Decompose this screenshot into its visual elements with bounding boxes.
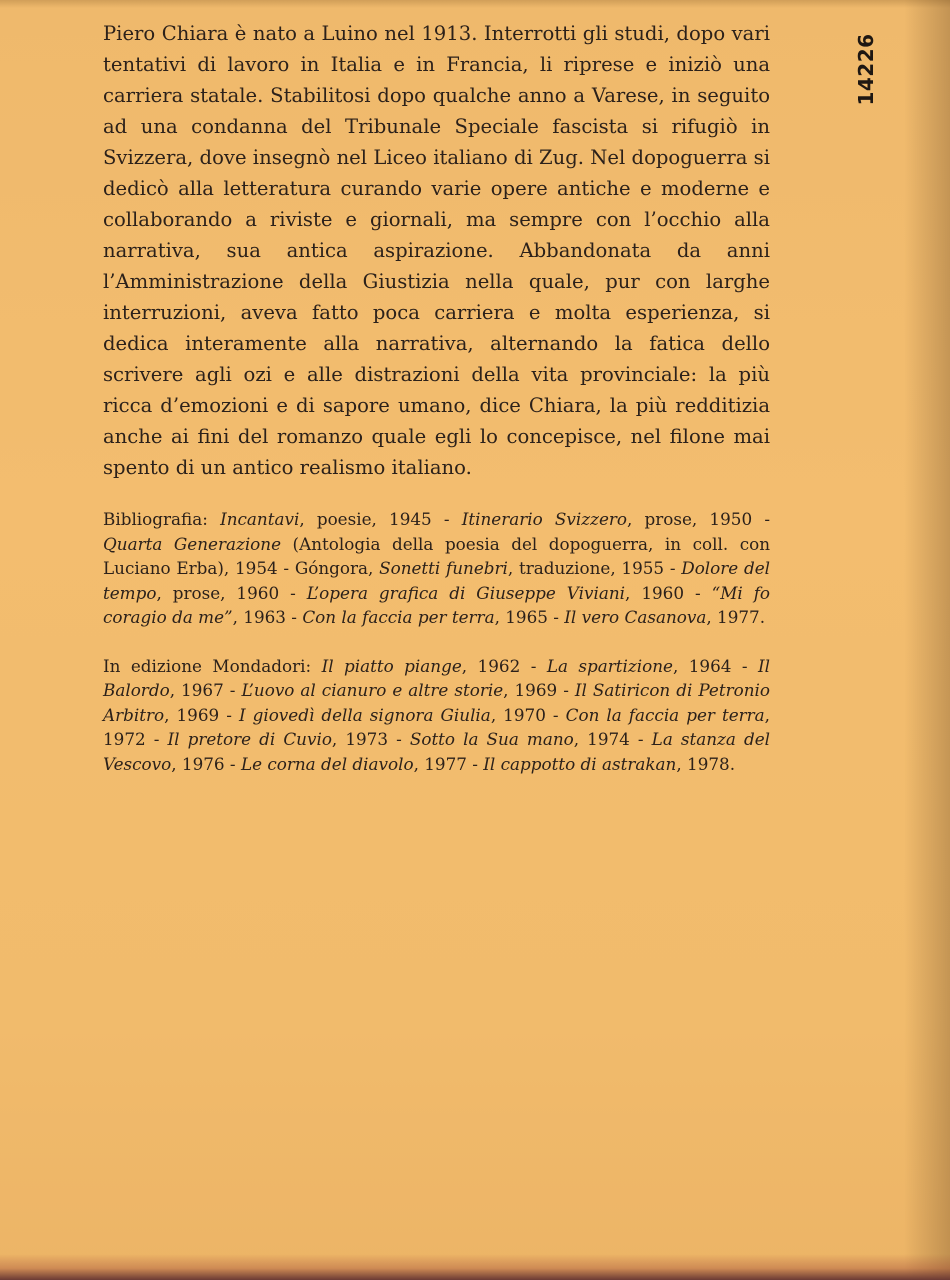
work-title: L’opera grafica di Giuseppe Viviani: [306, 582, 626, 603]
work-title: Le corna del diavolo: [240, 753, 414, 774]
work-title: Incantavi: [220, 509, 300, 529]
cover-text-block: [103, 18, 770, 776]
work-details: , 1974 -: [573, 729, 652, 749]
work-title: I giovedì della signora Giulia: [238, 704, 491, 725]
work-title: La stanza del Vescovo: [103, 729, 771, 774]
work-title: Il pretore di Cuvio: [167, 729, 332, 749]
work-title: Con la faccia per terra: [302, 607, 495, 627]
work-title: Il piatto piange: [321, 655, 462, 676]
work-details: , 1962 -: [461, 655, 547, 676]
work-details: , prose, 1950 -: [627, 509, 770, 529]
mondadori-editions-paragraph: [103, 654, 770, 777]
work-details: , 1973 -: [331, 729, 410, 749]
author-biography: Piero Chiara è nato a Luino nel 1913. Interrotti gli studi, dopo vari tentativi di lavoro in Italia e in Francia, li riprese e iniziò una carriera statale. Stabilitosi dopo qualche anno a Varese, in seguito ad una condanna del Tribunale Speciale fascista si rifugiò in Svizzera, dove insegnò nel Liceo italiano di Zug. Nel dopoguerra si dedicò alla letteratura curando varie opere antiche e moderne e collaborando a riviste e giornali, ma sempre con l’occhio alla narrativa, sua antica aspirazione. Abbandonata da anni l’Amministrazione della Giustizia nella quale, pur con larghe interruzioni, aveva fatto poca carriera e molta esperienza, si dedica interamente alla narrativa, alternando la fatica dello scrivere agli ozi e alle distrazioni della vita provinciale: la più ricca d’emozioni e di sapore umano, dice Chiara, la più redditizia anche ai fini del romanzo quale egli lo concepisce, nel filone mai spento di un antico realismo italiano.: [103, 22, 770, 479]
work-details: , prose, 1960 -: [156, 582, 307, 603]
work-title: Con la faccia per terra: [565, 704, 765, 725]
work-details: , 1977.: [706, 607, 766, 627]
work-title: Dolore del tempo: [103, 558, 771, 603]
work-details: , 1978.: [676, 753, 736, 774]
work-title: Il Balordo: [103, 655, 771, 700]
work-title: Quarta Generazione: [103, 533, 282, 554]
work-details: , poesie, 1945 -: [299, 509, 462, 529]
cover-bottom-edge: [0, 1254, 950, 1280]
catalog-number: 14226: [853, 33, 878, 106]
work-details: , traduzione, 1955 -: [507, 558, 682, 578]
work-details: , 1964 -: [672, 655, 759, 676]
work-details: , 1970 -: [490, 704, 566, 725]
work-details: , 1977 -: [413, 753, 484, 774]
work-title: Sonetti funebri: [379, 558, 508, 578]
work-title: Il cappotto di astrakan: [483, 753, 677, 774]
work-details: , 1969 -: [164, 704, 239, 725]
work-title: Itinerario Svizzero: [461, 509, 628, 529]
work-title: Il vero Casanova: [564, 607, 707, 627]
work-title: L’uovo al cianuro e altre storie: [241, 680, 504, 700]
work-title: Il Satiricon di Petronio Arbitro: [103, 680, 771, 725]
cover-top-edge: [0, 0, 950, 8]
mondadori-intro: In edizione Mondadori:: [103, 655, 312, 676]
work-details: (Antologia della poesia del dopoguerra, in coll. con Luciano Erba), 1954 - Góngora,: [103, 533, 771, 578]
work-title: Sotto la Sua mano: [409, 729, 574, 749]
work-details: , 1965 -: [494, 607, 565, 627]
work-details: , 1969 -: [503, 680, 575, 700]
work-details: , 1963 -: [232, 607, 303, 627]
work-title: La spartizione: [546, 655, 673, 676]
bibliography-paragraph: [103, 507, 770, 630]
cover-right-edge-shadow: [904, 0, 950, 1280]
work-details: , 1972 -: [103, 704, 771, 749]
bibliography-intro: Bibliografia:: [103, 509, 208, 529]
work-title: “Mi fo coragio da me”: [103, 582, 771, 627]
work-details: , 1960 -: [625, 582, 712, 603]
work-details: , 1976 -: [171, 753, 241, 774]
work-details: , 1967 -: [169, 680, 242, 700]
